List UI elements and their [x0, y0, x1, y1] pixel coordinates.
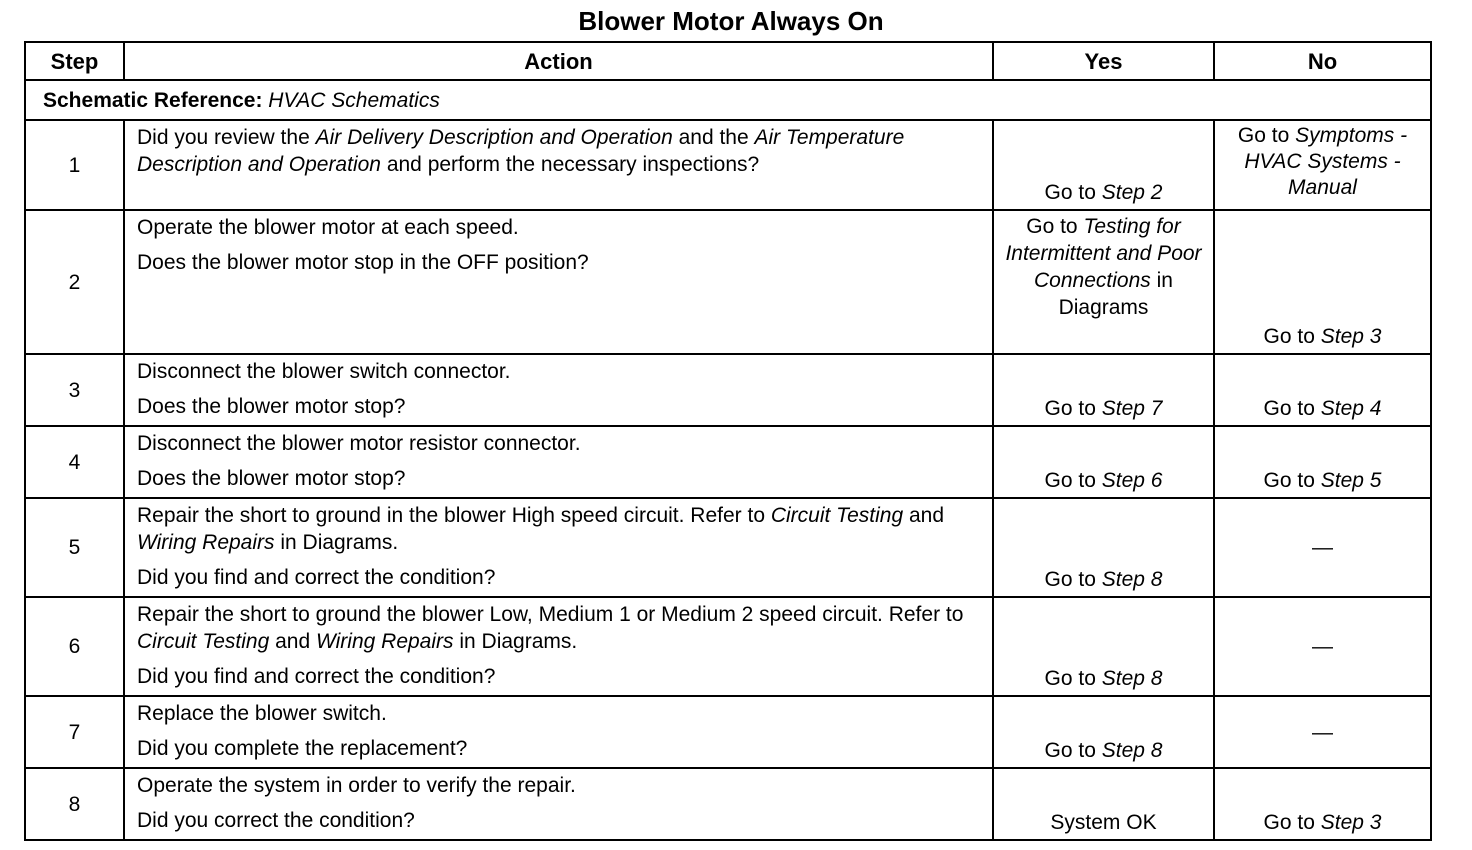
step-number: 4 — [25, 426, 124, 498]
yes-cell: Go to Step 6 — [993, 426, 1214, 498]
no-cell: — — [1214, 498, 1431, 597]
no-cell: Go to Step 4 — [1214, 354, 1431, 426]
yes-cell: System OK — [993, 768, 1214, 840]
no-cell: Go to Symptoms - HVAC Systems - Manual — [1214, 120, 1431, 210]
col-header-yes: Yes — [993, 42, 1214, 80]
step-number: 2 — [25, 210, 124, 354]
table-row — [25, 696, 1431, 768]
action-cell: Did you review the Air Delivery Description and Operation and the Air Temperature Description and Operation and perform the necessary inspections? — [124, 120, 993, 210]
col-header-action: Action — [124, 42, 993, 80]
step-number: 1 — [25, 120, 124, 210]
action-cell: Repair the short to ground in the blower High speed circuit. Refer to Circuit Testing and Wiring Repairs in Diagrams. Did you find and correct the condition? — [124, 498, 993, 597]
table-row — [25, 597, 1431, 696]
action-cell: Operate the system in order to verify the repair. Did you correct the condition? — [124, 768, 993, 840]
step-number: 7 — [25, 696, 124, 768]
yes-cell: Go to Step 8 — [993, 696, 1214, 768]
table-row — [25, 498, 1431, 597]
yes-cell: Go to Testing for Intermittent and Poor Connections in Diagrams — [993, 210, 1214, 354]
table-row — [25, 426, 1431, 498]
header-row — [25, 42, 1431, 80]
col-header-step: Step — [25, 42, 124, 80]
step-number: 5 — [25, 498, 124, 597]
no-cell: Go to Step 3 — [1214, 768, 1431, 840]
page-title: Blower Motor Always On — [578, 6, 884, 36]
yes-cell: Go to Step 2 — [993, 120, 1214, 210]
reference-label: Schematic Reference: — [43, 88, 263, 112]
table-row — [25, 354, 1431, 426]
step-number: 3 — [25, 354, 124, 426]
no-cell: — — [1214, 597, 1431, 696]
schematic-reference — [25, 80, 1431, 120]
table-row — [25, 210, 1431, 354]
reference-value: HVAC Schematics — [268, 88, 440, 112]
yes-cell: Go to Step 8 — [993, 498, 1214, 597]
table-row — [25, 768, 1431, 840]
action-cell: Operate the blower motor at each speed. Does the blower motor stop in the OFF position? — [124, 210, 993, 354]
no-cell: Go to Step 5 — [1214, 426, 1431, 498]
action-cell: Disconnect the blower motor resistor connector. Does the blower motor stop? — [124, 426, 993, 498]
col-header-no: No — [1214, 42, 1431, 80]
step-number: 8 — [25, 768, 124, 840]
table-row — [25, 120, 1431, 210]
step-number: 6 — [25, 597, 124, 696]
action-cell: Repair the short to ground the blower Low, Medium 1 or Medium 2 speed circuit. Refer to Circuit Testing and Wiring Repairs in Diagrams. Did you find and correct the condition? — [124, 597, 993, 696]
action-cell: Disconnect the blower switch connector. Does the blower motor stop? — [124, 354, 993, 426]
no-cell: Go to Step 3 — [1214, 210, 1431, 354]
schematic-reference-row — [25, 80, 1431, 120]
no-cell: — — [1214, 696, 1431, 768]
diagnostic-table — [24, 41, 1432, 841]
yes-cell: Go to Step 8 — [993, 597, 1214, 696]
action-cell: Replace the blower switch. Did you complete the replacement? — [124, 696, 993, 768]
yes-cell: Go to Step 7 — [993, 354, 1214, 426]
